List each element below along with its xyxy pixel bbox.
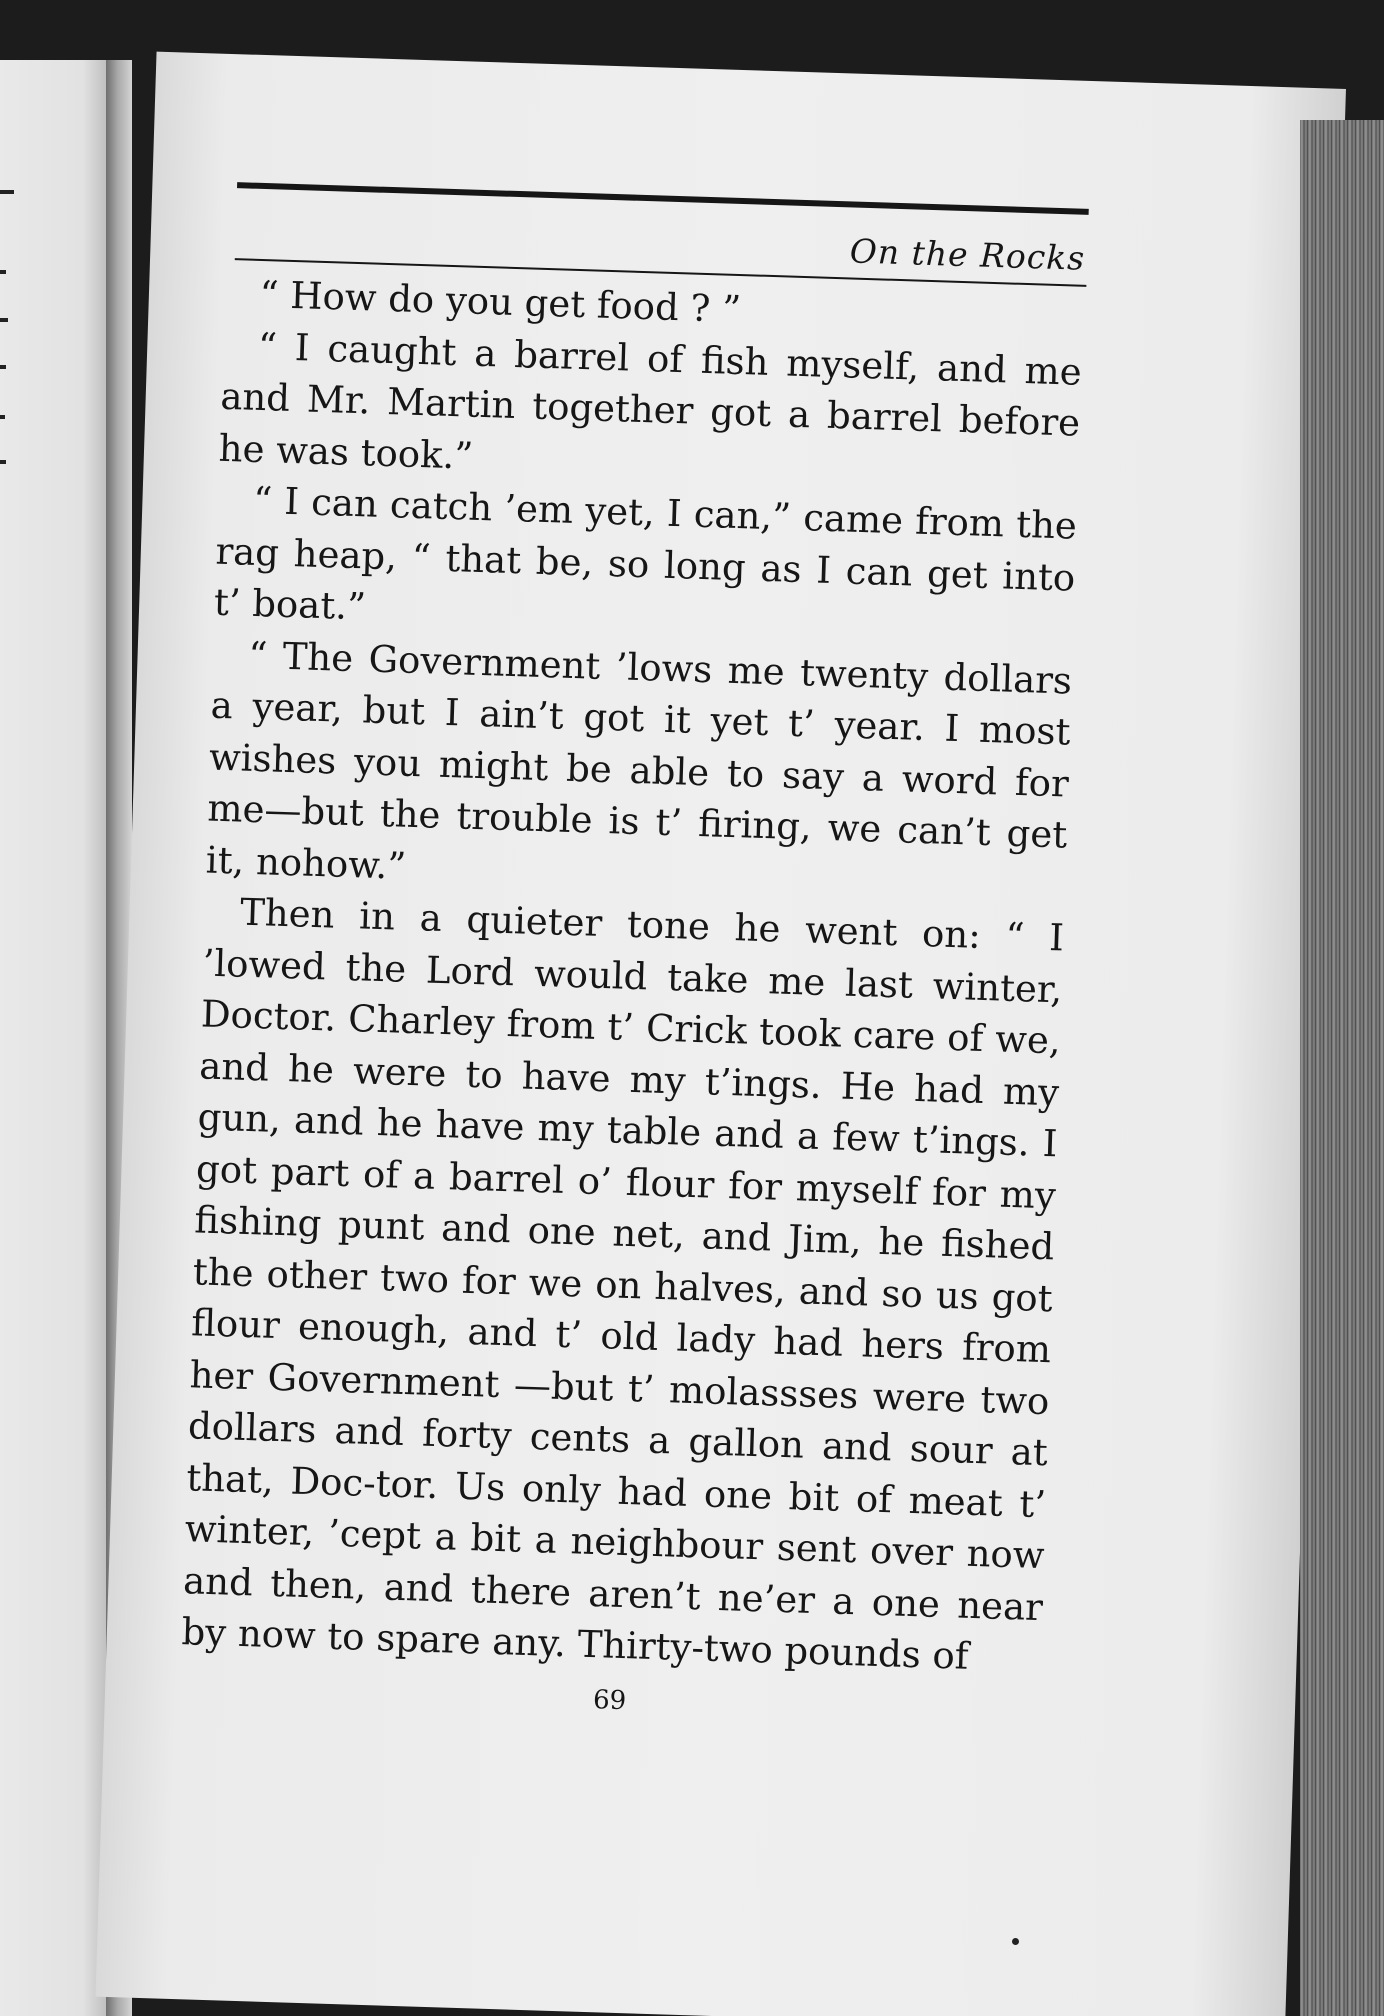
paragraph: “ I caught a barrel of fish myself, and me and Mr. Martin together got a barrel before he was took.” (218, 324, 1083, 478)
page-block-edges (1300, 120, 1384, 2016)
paragraph: Then in a quieter tone he went on: “ I ’lowed the Lord would take me last winter, Doctor. Charley from t’ Crick took care of we, and he were to have my t’ings. He had my gun, and he have my table and a few t’ings. I got part of a barrel o’ flour for myself for my fishing punt and one net, and Jim, he fished the other two for we on halves, and so us got flour enough, and t’ old lady had hers from her Government —but t’ molassses were two dollars and forty cents a gallon and sour at that, Doc-tor. Us only had one bit of meat t’ winter, ’cept a bit a neighbour sent over now and then, and there aren’t ne’er a one near by now to spare any. Thirty-two pounds of (180, 890, 1065, 1678)
paragraph: “ I can catch ’em yet, I can,” came from the rag heap, “ that be, so long as I can get into t’ boat.” (213, 478, 1078, 629)
dust-speck (1012, 1938, 1019, 1945)
left-page-edge (0, 60, 118, 2016)
page-content (179, 182, 1086, 1729)
paragraph: “ How do you get food ? ” (259, 272, 742, 332)
paragraph: “ The Government ’lows me twenty dollars a year, but I ain’t got it yet t’ year. I most wishes you might be able to say a word for me—but the trouble is t’ firing, we can’t get it, nohow.” (205, 633, 1073, 888)
body-text (181, 268, 1084, 1685)
running-title: On the Rocks (849, 231, 1086, 278)
page-number: 69 (592, 1684, 627, 1716)
